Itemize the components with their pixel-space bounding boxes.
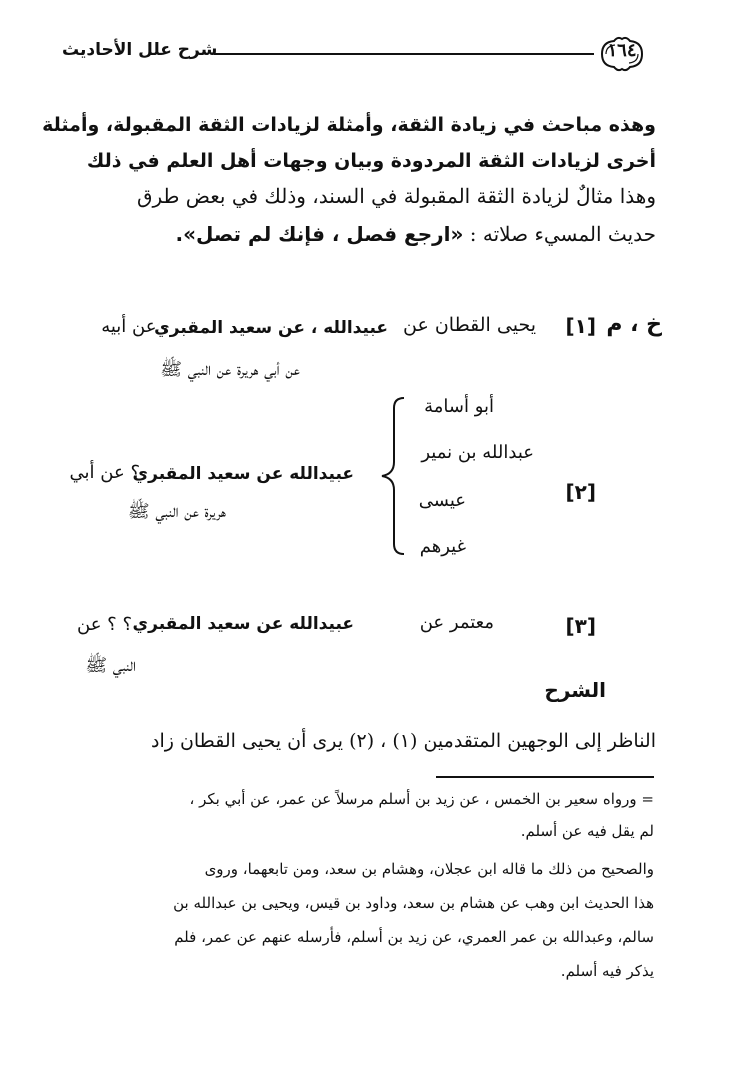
intro-heading-line-2: أخرى لزيادات الثقة المردودة وبيان وجهات أهل العلم في ذلك	[86, 150, 656, 172]
chain-2-number: [٢]	[565, 480, 596, 504]
intro-heading-line-1: وهذه مباحث في زيادة الثقة، وأمثلة لزيادات الثقة المقبولة، وأمثلة	[42, 114, 656, 136]
chain-2-narrator-2: عبدالله بن نمير	[421, 442, 534, 463]
footnote-separator	[436, 776, 654, 778]
chain-3-narrator: معتمر عن	[419, 612, 494, 633]
running-header-title: شرح علل الأحاديث	[62, 40, 218, 60]
footnote-line-2: لم يقل فيه عن أسلم.	[520, 822, 654, 840]
chain-2-narrator-1: أبو أسامة	[424, 396, 494, 417]
chain-2-rest-line-2: هريرة عن النبي ﷺ	[127, 501, 226, 522]
chain-1-narrator: يحيى القطان عن	[402, 314, 536, 336]
page-number: ١٦٤	[607, 40, 637, 61]
sharh-line-1: الناظر إلى الوجهين المتقدمين (١) ، (٢) يرى أن يحيى القطان زاد	[150, 730, 656, 752]
chain-1-bold-chain: عبيدالله ، عن سعيد المقبري	[154, 318, 388, 338]
chain-1-rest-line-2: عن أبي هريرة عن النبي ﷺ	[160, 359, 300, 380]
chain-3-rest-line-1: ؟ ؟ عن	[77, 614, 132, 635]
narrators-bracket-icon	[376, 396, 406, 556]
intro-body-prefix: حديث المسيء صلاته :	[469, 222, 656, 246]
chain-2-rest-line-1: ؟ عن أبي	[69, 462, 140, 483]
footnote-line-1: = ورواه سعير بن الخمس ، عن زيد بن أسلم مرسلاً عن عمر، عن أبي بكر ،	[189, 790, 654, 808]
chain-1-number: [١]	[565, 314, 596, 338]
footnote-line-5: سالم، وعبدالله بن عمر العمري، عن زيد بن أسلم، فأرسله عنهم عن عمر، فلم	[174, 928, 654, 946]
chain-2-narrator-4: غيرهم	[419, 536, 466, 557]
footnote-line-3: والصحيح من ذلك ما قاله ابن عجلان، وهشام بن سعد، ومن تابعهما، وروى	[204, 860, 654, 878]
chain-2-bold-chain: عبيدالله عن سعيد المقبري	[132, 464, 354, 484]
chain-3-rest-line-2: النبي ﷺ	[85, 655, 136, 676]
intro-body-line-2	[175, 222, 656, 246]
footnote-line-4: هذا الحديث ابن وهب عن هشام بن سعد، وداود بن قيس، ويحيى بن عبدالله بن	[173, 894, 654, 912]
chain-1-rest-line-1: ، عن أبيه	[101, 316, 168, 337]
chain-2-narrator-3: عيسى	[418, 490, 466, 511]
footnote-line-6: يذكر فيه أسلم.	[560, 962, 654, 980]
header-rule	[214, 53, 594, 55]
intro-body-line-1: وهذا مثالٌ لزيادة الثقة المقبولة في السند، وذلك في بعض طرق	[136, 184, 656, 208]
intro-quote: «ارجع فصل ، فإنك لم تصل».	[175, 222, 464, 246]
chain-3-number: [٣]	[565, 614, 596, 638]
chain-1-sources: خ ، م	[606, 312, 662, 337]
chain-3-bold-chain: عبيدالله عن سعيد المقبري	[132, 614, 354, 634]
sharh-heading: الشرح	[544, 678, 606, 702]
